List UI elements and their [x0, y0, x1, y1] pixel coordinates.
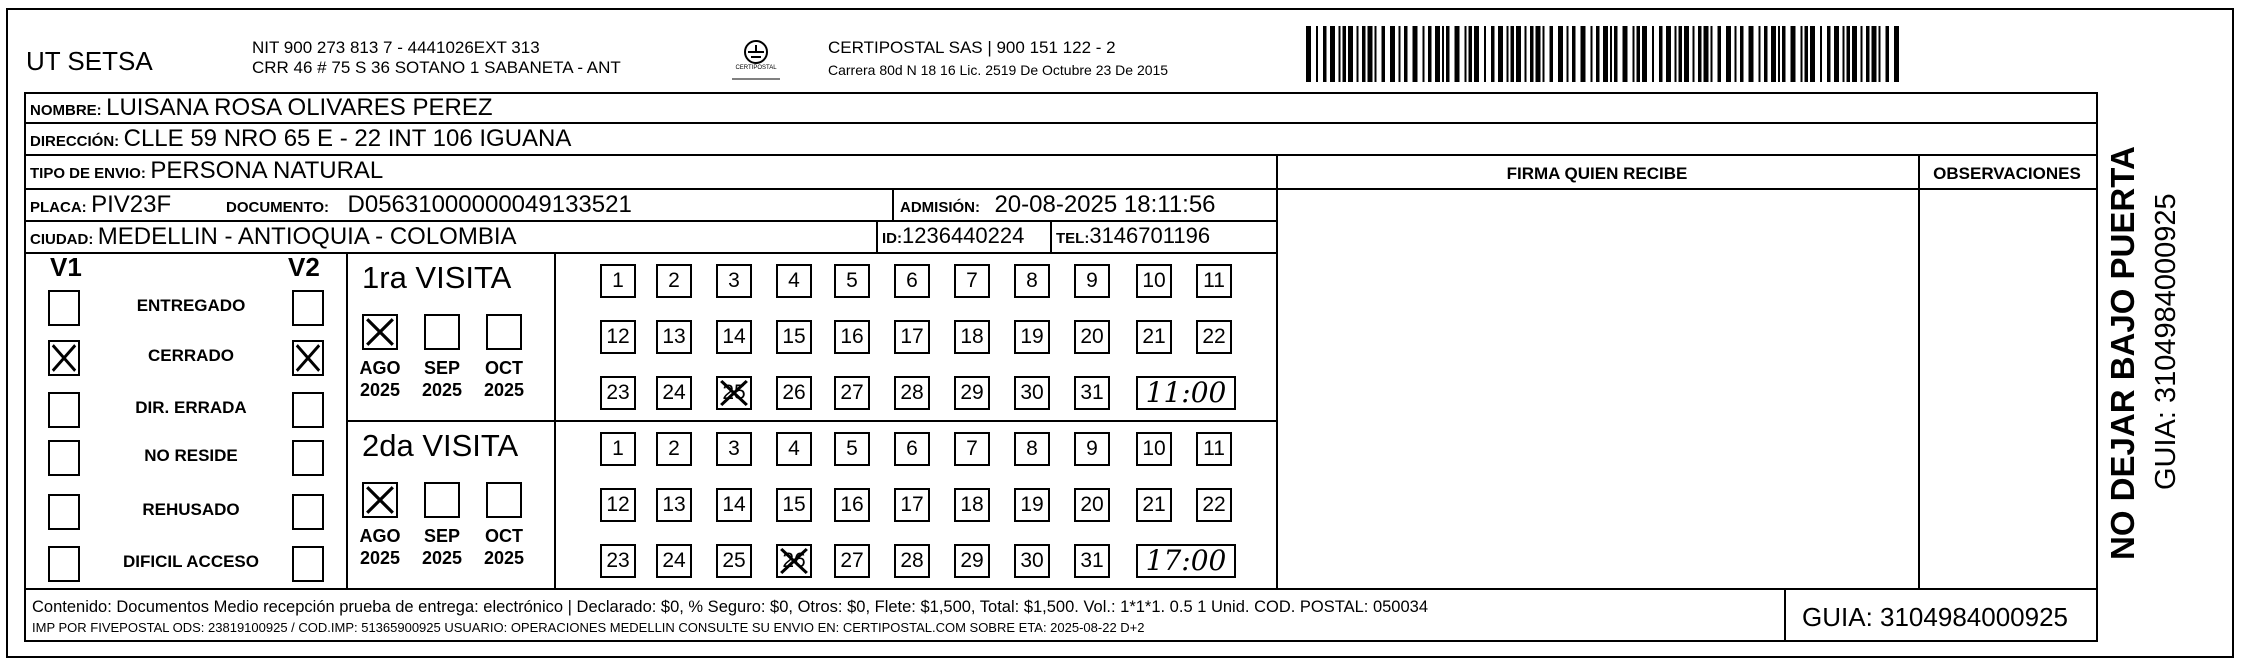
id-value: 1236440224 [902, 223, 1025, 248]
direccion-value: CLLE 59 NRO 65 E - 22 INT 106 IGUANA [123, 125, 572, 152]
observaciones-header: OBSERVACIONES [1933, 164, 2081, 183]
day-number: 11 [1203, 269, 1225, 292]
day-cell[interactable] [834, 320, 870, 354]
day-number: 22 [1202, 493, 1226, 516]
day-number: 18 [960, 325, 984, 348]
v1-checkbox[interactable] [48, 340, 80, 376]
day-cell[interactable] [954, 264, 990, 298]
day-cell[interactable] [716, 264, 752, 298]
year-label: 2025 [421, 548, 463, 568]
day-number: 21 [1142, 493, 1166, 516]
day-cell[interactable] [776, 544, 812, 578]
ciudad-label: CIUDAD: [30, 231, 94, 248]
day-cell[interactable] [954, 376, 990, 410]
day-number: 6 [906, 269, 918, 292]
day-cell[interactable] [656, 488, 692, 522]
day-cell[interactable] [1014, 544, 1050, 578]
day-cell[interactable] [954, 432, 990, 466]
day-number: 29 [960, 381, 984, 404]
day-cell[interactable] [1136, 488, 1172, 522]
day-cell[interactable] [1196, 320, 1232, 354]
day-cell[interactable] [834, 432, 870, 466]
check-mark-icon [50, 342, 78, 374]
day-cell[interactable] [656, 264, 692, 298]
status-label: CERRADO [148, 346, 234, 365]
barcode [1306, 26, 1906, 82]
documento-value: D05631000000049133521 [347, 191, 632, 218]
day-cell[interactable] [656, 376, 692, 410]
day-number: 22 [1202, 325, 1226, 348]
day-number: 15 [782, 325, 806, 348]
v2-checkbox[interactable] [292, 440, 324, 476]
month-checkbox[interactable] [424, 482, 460, 518]
visit-title: 1ra VISITA [362, 260, 512, 295]
ciudad-row [30, 223, 517, 251]
v1-checkbox[interactable] [48, 546, 80, 582]
day-number: 30 [1020, 549, 1044, 572]
day-cell[interactable] [1014, 264, 1050, 298]
day-number: 10 [1142, 269, 1166, 292]
check-mark-icon [364, 484, 396, 516]
v1-checkbox[interactable] [48, 494, 80, 530]
day-number: 21 [1142, 325, 1166, 348]
month-label: AGO [359, 358, 401, 378]
grid-line [24, 588, 2098, 590]
nombre-label: NOMBRE: [30, 102, 102, 119]
direccion-label: DIRECCIÓN: [30, 133, 120, 150]
month-label: OCT [485, 358, 523, 378]
day-cell[interactable] [716, 432, 752, 466]
day-number: 19 [1020, 325, 1044, 348]
grid-line [1276, 154, 1278, 588]
day-cell[interactable] [600, 544, 636, 578]
visit-time[interactable]: 17:00 [1136, 544, 1236, 578]
day-cell[interactable] [1074, 544, 1110, 578]
v1-checkbox[interactable] [48, 290, 80, 326]
day-cell[interactable] [834, 488, 870, 522]
day-cell[interactable] [894, 488, 930, 522]
certipostal-logo [726, 36, 786, 84]
day-cell[interactable] [1074, 432, 1110, 466]
day-cell[interactable] [1074, 264, 1110, 298]
day-cell[interactable] [776, 320, 812, 354]
grid-line [346, 420, 1276, 422]
v1-checkbox[interactable] [48, 392, 80, 428]
day-number: 23 [606, 381, 630, 404]
tel-label: TEL: [1056, 230, 1090, 247]
day-number: 25 [722, 549, 746, 572]
day-cell[interactable] [834, 544, 870, 578]
grid-line [2096, 92, 2098, 642]
day-number: 27 [840, 381, 864, 404]
day-cell[interactable] [656, 544, 692, 578]
day-number: 12 [606, 325, 630, 348]
day-number: 6 [906, 437, 918, 460]
grid-line [24, 154, 2098, 156]
v2-checkbox[interactable] [292, 392, 324, 428]
tel-row [1056, 223, 1210, 249]
check-mark-icon [294, 342, 322, 374]
footer-line2: IMP POR FIVEPOSTAL ODS: 23819100925 / COD.IMP: 51365900925 USUARIO: OPERACIONES MEDELLIN CONSULTE SU ENVIO EN: CERTIPOSTAL.COM SOBRE ETA: 2025-08-22 D+2 [32, 620, 1145, 635]
direccion-row [30, 125, 571, 153]
day-cell[interactable] [716, 488, 752, 522]
firma-header: FIRMA QUIEN RECIBE [1506, 164, 1688, 183]
month-checkbox[interactable] [486, 314, 522, 350]
day-number: 26 [782, 549, 806, 572]
day-number: 12 [606, 493, 630, 516]
day-number: 5 [846, 437, 858, 460]
v2-checkbox[interactable] [292, 340, 324, 376]
day-cell[interactable] [1196, 432, 1232, 466]
day-cell[interactable] [1074, 320, 1110, 354]
certipostal-line2: Carrera 80d N 18 16 Lic. 2519 De Octubre 23 De 2015 [828, 62, 1169, 78]
day-cell[interactable] [776, 432, 812, 466]
day-number: 9 [1086, 269, 1098, 292]
address-line: CRR 46 # 75 S 36 SOTANO 1 SABANETA - ANT [252, 58, 621, 77]
grid-line [1276, 188, 2096, 190]
day-number: 2 [668, 437, 680, 460]
day-number: 20 [1080, 493, 1104, 516]
admision-row [900, 191, 1216, 219]
year-label: 2025 [483, 548, 525, 568]
logo-text: CERTIPOSTAL [735, 65, 777, 71]
day-number: 31 [1080, 381, 1104, 404]
day-cell[interactable] [600, 376, 636, 410]
day-number: 8 [1026, 437, 1038, 460]
grid-line [24, 122, 2098, 124]
day-cell[interactable] [1196, 488, 1232, 522]
tipo-row [30, 157, 383, 185]
day-cell[interactable] [954, 320, 990, 354]
day-number: 25 [722, 381, 746, 404]
grid-line [1050, 220, 1052, 252]
month-label: AGO [359, 526, 401, 546]
day-cell[interactable] [600, 264, 636, 298]
day-number: 1 [612, 437, 624, 460]
company-name: UT SETSA [26, 46, 153, 76]
month-label: SEP [423, 526, 461, 546]
nit-line: NIT 900 273 813 7 - 4441026EXT 313 [252, 38, 540, 57]
barcode-bars [1306, 26, 1906, 82]
v1-header: V1 [50, 252, 82, 282]
side-notice: NO DEJAR BAJO PUERTA [2104, 146, 2141, 560]
placa-label: PLACA: [30, 199, 87, 216]
day-cell[interactable] [1074, 376, 1110, 410]
month-label: SEP [423, 358, 461, 378]
documento-label: DOCUMENTO: [226, 199, 330, 216]
id-label: ID: [882, 230, 902, 247]
day-cell[interactable] [954, 544, 990, 578]
day-number: 18 [960, 493, 984, 516]
visit-title: 2da VISITA [362, 428, 519, 463]
day-number: 17 [900, 325, 924, 348]
day-cell[interactable] [776, 264, 812, 298]
day-number: 13 [662, 325, 686, 348]
nombre-value: LUISANA ROSA OLIVARES PEREZ [106, 94, 493, 121]
v2-checkbox[interactable] [292, 290, 324, 326]
day-cell[interactable] [776, 376, 812, 410]
certipostal-line1: CERTIPOSTAL SAS | 900 151 122 - 2 [828, 38, 1116, 57]
v2-checkbox[interactable] [292, 494, 324, 530]
certipostal-logo-icon [726, 36, 786, 84]
day-number: 20 [1080, 325, 1104, 348]
placa-row [30, 191, 171, 219]
year-label: 2025 [359, 380, 401, 400]
admision-value: 20-08-2025 18:11:56 [994, 191, 1216, 218]
day-number: 16 [840, 325, 864, 348]
grid-line [892, 188, 894, 220]
day-cell[interactable] [600, 488, 636, 522]
month-label: OCT [485, 526, 523, 546]
day-cell[interactable] [894, 376, 930, 410]
v1-checkbox[interactable] [48, 440, 80, 476]
day-number: 19 [1020, 493, 1044, 516]
day-cell[interactable] [656, 432, 692, 466]
day-number: 5 [846, 269, 858, 292]
day-number: 11 [1203, 437, 1225, 460]
day-number: 9 [1086, 437, 1098, 460]
status-label: DIR. ERRADA [135, 398, 247, 417]
grid-line [24, 252, 1276, 254]
day-cell[interactable] [894, 544, 930, 578]
day-number: 4 [788, 437, 800, 460]
footer-guia: GUIA: 3104984000925 [1802, 602, 2068, 632]
day-cell[interactable] [954, 488, 990, 522]
day-number: 27 [840, 549, 864, 572]
day-number: 1 [612, 269, 624, 292]
day-number: 28 [900, 381, 924, 404]
day-cell[interactable] [894, 264, 930, 298]
status-label: REHUSADO [142, 500, 240, 519]
year-label: 2025 [421, 380, 463, 400]
day-number: 13 [662, 493, 686, 516]
day-number: 31 [1080, 549, 1104, 572]
day-number: 3 [728, 269, 740, 292]
day-cell[interactable] [716, 320, 752, 354]
side-guia: GUIA: 3104984000925 [2150, 193, 2182, 490]
day-number: 15 [782, 493, 806, 516]
day-cell[interactable] [716, 544, 752, 578]
tel-value: 3146701196 [1089, 223, 1211, 248]
v2-header: V2 [288, 252, 320, 282]
year-label: 2025 [359, 548, 401, 568]
day-cell[interactable] [1136, 432, 1172, 466]
admision-label: ADMISIÓN: [900, 199, 980, 216]
day-number: 28 [900, 549, 924, 572]
day-number: 7 [966, 269, 978, 292]
day-number: 24 [662, 381, 686, 404]
status-label: ENTREGADO [136, 296, 246, 315]
grid-line [24, 220, 1276, 222]
month-checkbox[interactable] [486, 482, 522, 518]
day-number: 29 [960, 549, 984, 572]
day-number: 16 [840, 493, 864, 516]
id-row [882, 223, 1024, 249]
day-cell[interactable] [894, 432, 930, 466]
grid-line [1784, 588, 1786, 642]
day-number: 8 [1026, 269, 1038, 292]
footer-line1: Contenido: Documentos Medio recepción prueba de entrega: electrónico | Declarado: $0, % Seguro: $0, Otros: $0, Flete: $1,500, Total: $1,500. Vol.: 1*1*1. 0.5 1 Unid. COD. POSTAL: 050034 [32, 598, 1429, 616]
day-cell[interactable] [894, 320, 930, 354]
month-checkbox[interactable] [424, 314, 460, 350]
day-number: 4 [788, 269, 800, 292]
grid-line [24, 92, 26, 642]
check-mark-icon [364, 316, 396, 348]
documento-row [226, 191, 632, 219]
grid-line [1918, 154, 1920, 588]
day-number: 14 [722, 325, 746, 348]
day-cell[interactable] [1014, 320, 1050, 354]
day-cell[interactable] [1136, 320, 1172, 354]
day-number: 2 [668, 269, 680, 292]
day-number: 23 [606, 549, 630, 572]
day-number: 7 [966, 437, 978, 460]
v2-checkbox[interactable] [292, 546, 324, 582]
day-cell[interactable] [1196, 264, 1232, 298]
day-number: 17 [900, 493, 924, 516]
tipo-label: TIPO DE ENVIO: [30, 165, 146, 182]
day-number: 30 [1020, 381, 1044, 404]
day-number: 24 [662, 549, 686, 572]
day-cell[interactable] [716, 376, 752, 410]
day-cell[interactable] [834, 376, 870, 410]
day-cell[interactable] [656, 320, 692, 354]
tipo-value: PERSONA NATURAL [150, 157, 384, 184]
day-number: 10 [1142, 437, 1166, 460]
day-number: 14 [722, 493, 746, 516]
ciudad-value: MEDELLIN - ANTIOQUIA - COLOMBIA [97, 223, 517, 250]
day-cell[interactable] [600, 320, 636, 354]
month-checkbox[interactable] [362, 482, 398, 518]
day-cell[interactable] [600, 432, 636, 466]
day-cell[interactable] [1014, 488, 1050, 522]
visit-time[interactable]: 11:00 [1136, 376, 1236, 410]
day-number: 26 [782, 381, 806, 404]
nombre-row [30, 94, 492, 122]
day-cell[interactable] [1136, 264, 1172, 298]
grid-line [876, 220, 878, 252]
day-cell[interactable] [1074, 488, 1110, 522]
day-cell[interactable] [776, 488, 812, 522]
day-cell[interactable] [1014, 376, 1050, 410]
month-checkbox[interactable] [362, 314, 398, 350]
day-cell[interactable] [834, 264, 870, 298]
placa-value: PIV23F [91, 191, 172, 218]
day-number: 3 [728, 437, 740, 460]
day-cell[interactable] [1014, 432, 1050, 466]
status-label: DIFICIL ACCESO [122, 552, 259, 571]
grid-line [24, 640, 2098, 642]
status-label: NO RESIDE [144, 446, 238, 465]
year-label: 2025 [483, 380, 525, 400]
